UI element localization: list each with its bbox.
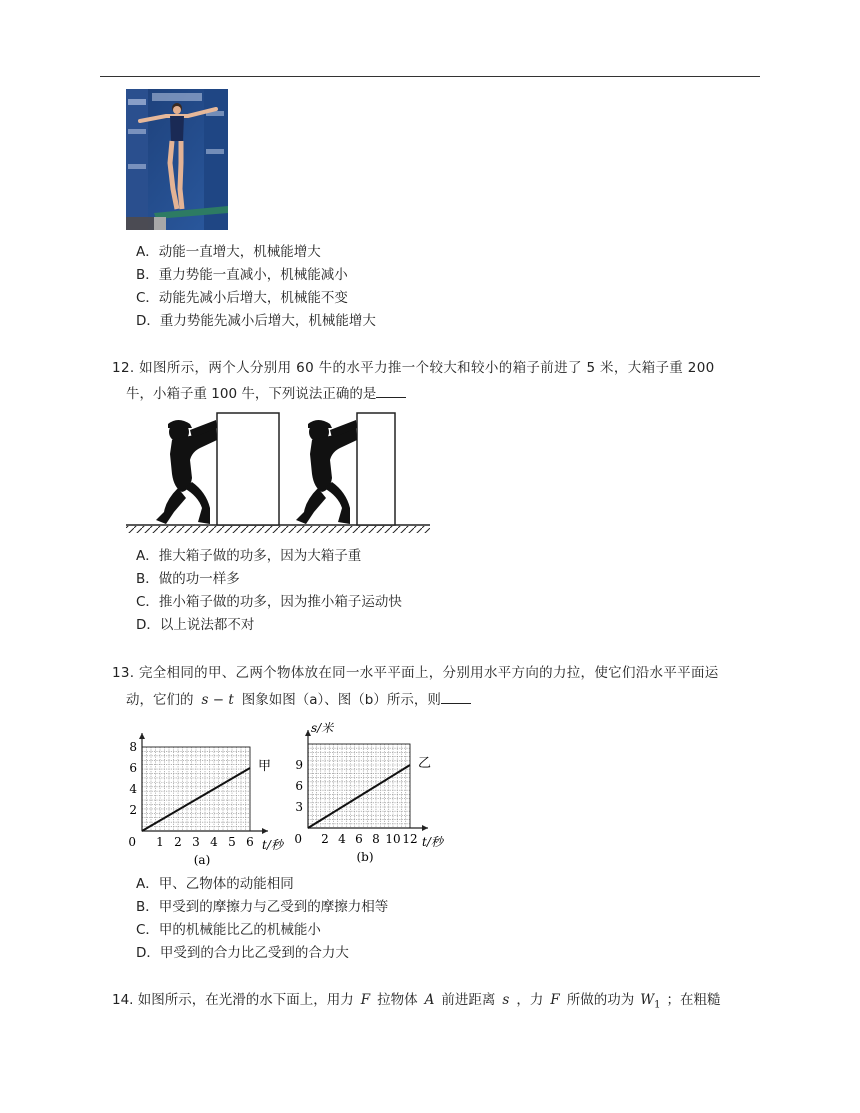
x-tick-label: 4 [338, 832, 346, 846]
x-tick-label: 2 [321, 832, 329, 846]
y-tick-label: 2 [129, 803, 137, 817]
chart-caption: (b) [356, 850, 374, 864]
series-label: 甲 [258, 759, 272, 774]
x-tick-label: 2 [174, 835, 182, 849]
work-subscript: 1 [654, 999, 661, 1011]
force-symbol: F [550, 992, 560, 1008]
st-chart-a [126, 728, 296, 866]
q13-stem-text-a: 动，它们的 [126, 692, 194, 708]
q12-option-b: B．做的功一样多 [136, 571, 240, 587]
y-axis-label: s/米 [311, 721, 334, 735]
q12-stem-line1: 12. 如图所示，两个人分别用 60 牛的水平力推一个较大和较小的箱子前进了 5 米，大箱子重 200 [112, 360, 715, 376]
x-tick-label: 4 [210, 835, 218, 849]
q14-text-b: 拉物体 [377, 992, 418, 1008]
x-tick-label: 6 [355, 832, 363, 846]
x-axis-label: t/秒 [422, 835, 443, 849]
q11-option-d: D．重力势能先减小后增大，机械能增大 [136, 313, 376, 329]
object-symbol: A [424, 992, 435, 1008]
force-symbol: F [360, 992, 371, 1008]
q14-text-d: ，力 [516, 992, 544, 1008]
answer-blank [441, 691, 471, 704]
q13-stem-line1: 13. 完全相同的甲、乙两个物体放在同一水平平面上，分别用水平方向的力拉，使它们沿水平平面运 [112, 665, 719, 681]
x-axis-arrow [262, 828, 268, 834]
x-axis-label: t/秒 [262, 838, 283, 852]
origin-label: 0 [294, 832, 302, 846]
x-tick-label: 12 [402, 832, 418, 846]
y-tick-label: 6 [295, 779, 303, 793]
work-symbol [640, 992, 661, 1011]
x-axis-arrow [422, 825, 428, 831]
diver-photo [126, 89, 228, 230]
q13-option-c: C．甲的机械能比乙的机械能小 [136, 922, 321, 938]
origin-label: 0 [128, 835, 136, 849]
q11-option-b: B．重力势能一直减小，机械能减小 [136, 267, 348, 283]
y-tick-label: 4 [129, 782, 137, 796]
q13-option-a: A．甲、乙物体的动能相同 [136, 876, 294, 892]
person-silhouette [156, 420, 217, 524]
x-tick-label: 6 [246, 835, 254, 849]
header-rule [100, 76, 760, 77]
q13-option-d: D．甲受到的合力比乙受到的合力大 [136, 945, 349, 961]
s-t-math: s − t [201, 692, 234, 708]
q12-stem-line2-text: 牛，小箱子重 100 牛，下列说法正确的是 [126, 386, 377, 402]
q12-stem-line2 [126, 385, 406, 403]
q14-text-c: 前进距离 [441, 992, 496, 1008]
y-tick-label: 6 [129, 761, 137, 775]
st-chart-b [294, 718, 454, 866]
x-tick-label: 10 [385, 832, 401, 846]
q14-text-e: 所做的功为 [566, 992, 635, 1008]
q13-option-b: B．甲受到的摩擦力与乙受到的摩擦力相等 [136, 899, 389, 915]
y-axis-arrow [139, 733, 145, 739]
y-tick-label: 3 [295, 800, 303, 814]
q14-text-f: ；在粗糙 [666, 992, 721, 1008]
x-tick-label: 1 [156, 835, 164, 849]
distance-symbol: s [502, 992, 510, 1008]
large-box [217, 413, 279, 525]
x-tick-label: 8 [372, 832, 380, 846]
chart-caption: (a) [193, 853, 211, 866]
y-tick-label: 9 [295, 758, 303, 772]
q12-option-c: C．推小箱子做的功多，因为推小箱子运动快 [136, 594, 402, 610]
pushing-boxes-figure [126, 408, 432, 534]
q13-stem-line2 [126, 691, 471, 709]
q11-option-c: C．动能先减小后增大，机械能不变 [136, 290, 348, 306]
person-silhouette [296, 420, 357, 524]
q14-stem-line1 [112, 991, 720, 1015]
q14-text-a: 14. 如图所示，在光滑的水下面上，用力 [112, 992, 354, 1008]
x-tick-label: 5 [228, 835, 236, 849]
x-tick-label: 3 [192, 835, 200, 849]
q12-option-d: D．以上说法都不对 [136, 617, 255, 633]
work-letter: W [640, 992, 655, 1008]
q13-stem-text-b: 图象如图（a）、图（b）所示，则 [241, 692, 441, 708]
q11-option-a: A．动能一直增大，机械能增大 [136, 244, 321, 260]
small-box [357, 413, 395, 525]
q12-option-a: A．推大箱子做的功多，因为大箱子重 [136, 548, 362, 564]
y-tick-label: 8 [129, 740, 137, 754]
series-label: 乙 [418, 756, 432, 771]
answer-blank [376, 385, 406, 398]
